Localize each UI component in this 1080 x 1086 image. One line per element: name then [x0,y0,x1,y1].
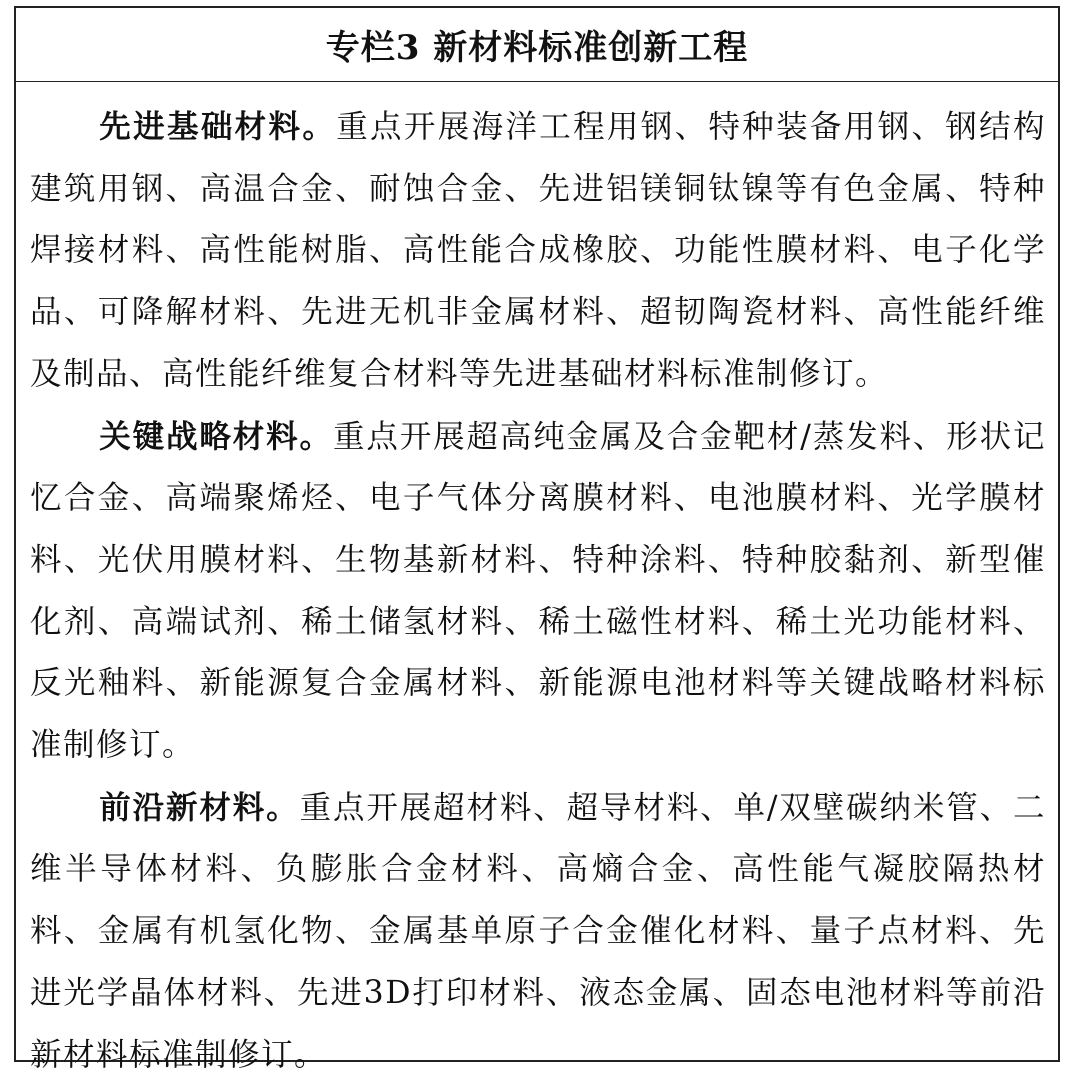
column-box [14,6,1060,1073]
column-title: 专栏3 新材料标准创新工程 [325,28,749,68]
column-body [30,96,1046,1086]
paragraph-key-strategic-materials [30,406,1046,777]
paragraph-heading: 先进基础材料。 [99,108,337,145]
paragraph-advanced-basic-materials [30,96,1046,406]
paragraph-heading: 关键战略材料。 [99,417,333,455]
paragraph-heading: 前沿新材料。 [99,788,300,826]
paragraph-text: 重点开展超材料、超导材料、单/双壁碳纳米管、二维半导体材料、负膨胀合金材料、高熵合金、高性能气凝胶隔热材料、金属有机氢化物、金属基单原子合金催化材料、量子点材料、先进光学晶体材料、先进3D打印材料、液态金属、固态电池材料等前沿新材料标准制修订。 [30,789,1046,1073]
paragraph-text: 重点开展海洋工程用钢、特种装备用钢、钢结构建筑用钢、高温合金、耐蚀合金、先进铝镁铜钛镍等有色金属、特种焊接材料、高性能树脂、高性能合成橡胶、功能性膜材料、电子化学品、可降解材料、先进无机非金属材料、超韧陶瓷材料、高性能纤维及制品、高性能纤维复合材料等先进基础材料标准制修订。 [30,109,1046,392]
title-row [16,8,1058,82]
paragraph-frontier-new-materials [30,777,1046,1086]
paragraph-text: 重点开展超高纯金属及合金靶材/蒸发料、形状记忆合金、高端聚烯烃、电子气体分离膜材料、电池膜材料、光学膜材料、光伏用膜材料、生物基新材料、特种涂料、特种胶黏剂、新型催化剂、高端试剂、稀土储氢材料、稀土磁性材料、稀土光功能材料、反光釉料、新能源复合金属材料、新能源电池材料等关键战略材料标准制修订。 [30,418,1046,764]
